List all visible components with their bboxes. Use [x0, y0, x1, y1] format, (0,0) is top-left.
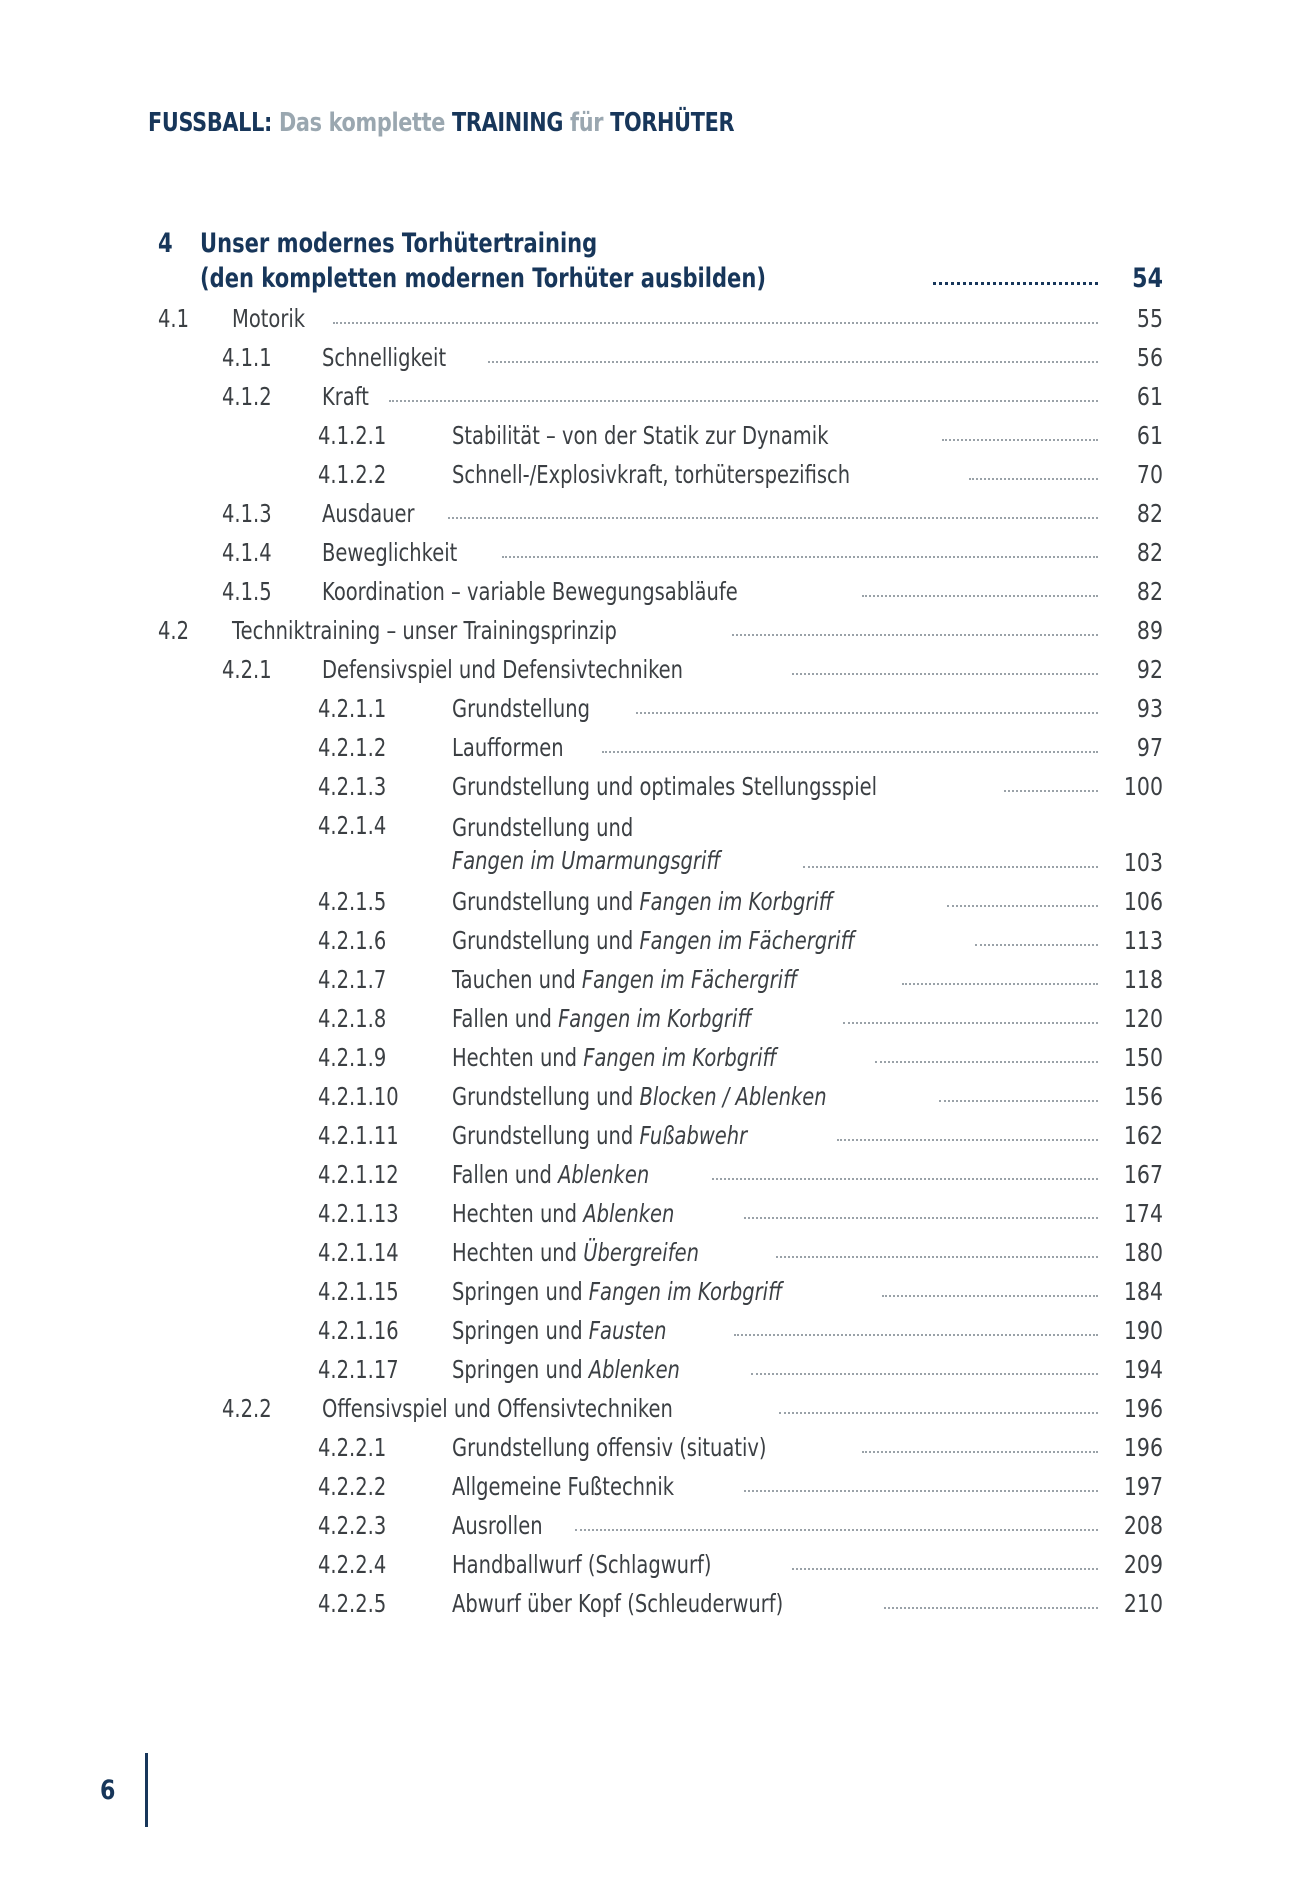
dot-leader [389, 400, 1098, 402]
toc-entry-number: 4.2 [158, 616, 190, 645]
dot-leader [902, 983, 1099, 985]
toc-entry[interactable] [158, 811, 1163, 877]
dot-leader [884, 1607, 1098, 1609]
page-footer [100, 1753, 148, 1827]
toc-entry-title: Grundstellung offensiv (situativ) [452, 1433, 767, 1462]
toc-entry-title-stack [452, 811, 796, 877]
toc-entry-number: 4.2.2.4 [318, 1550, 387, 1579]
toc-entry-title: Grundstellung und optimales Stellungsspiel [452, 772, 878, 801]
toc-entry-title-plain: Hechten und [452, 1043, 584, 1072]
toc-entry-page-number: 162 [1123, 1121, 1163, 1150]
toc-entry-page-number: 184 [1123, 1277, 1163, 1306]
toc-entry-title [452, 887, 833, 916]
toc-entry[interactable] [158, 499, 1163, 528]
toc-entry[interactable] [158, 887, 1163, 916]
toc-entry-page-number: 92 [1136, 655, 1163, 684]
toc-entry[interactable] [158, 1199, 1163, 1228]
toc-entry-number: 4.2.2.3 [318, 1511, 387, 1540]
toc-entry-page-number: 190 [1123, 1316, 1163, 1345]
toc-entry[interactable] [158, 1043, 1163, 1072]
toc-entry-page-number: 208 [1123, 1511, 1163, 1540]
toc-entry-page-number: 82 [1136, 577, 1163, 606]
toc-entry[interactable] [158, 1433, 1163, 1462]
toc-entry-title-plain: Springen und [452, 1355, 589, 1384]
toc-entry-title: Techniktraining – unser Trainingsprinzip [232, 616, 617, 645]
toc-entry-page-number: 174 [1123, 1199, 1163, 1228]
toc-entry-number: 4.2.1.3 [318, 772, 387, 801]
toc-entry[interactable] [158, 304, 1163, 333]
toc-entry-title [452, 1160, 649, 1189]
toc-entry[interactable] [158, 694, 1163, 723]
toc-entry[interactable] [158, 577, 1163, 606]
toc-entry-number: 4.1.4 [222, 538, 272, 567]
toc-entry-title [452, 1082, 827, 1111]
technique-term: Fangen im Umarmungsgriff [452, 846, 721, 875]
toc-entry-page-number: 113 [1123, 926, 1163, 955]
toc-entry[interactable] [158, 616, 1163, 645]
toc-entry-list [0, 304, 1301, 1618]
toc-entry-page-number: 210 [1123, 1589, 1163, 1618]
header-segment-4: für [570, 108, 604, 138]
toc-entry-title: Allgemeine Fußtechnik [452, 1472, 675, 1501]
toc-entry-title [452, 965, 797, 994]
toc-entry-page-number: 156 [1123, 1082, 1163, 1111]
toc-entry-title [452, 1043, 777, 1072]
toc-entry-title-line2 [452, 844, 720, 877]
toc-entry[interactable] [158, 655, 1163, 684]
toc-entry-page-number: 150 [1123, 1043, 1163, 1072]
dot-leader [862, 1451, 1098, 1453]
toc-entry-title [452, 1316, 666, 1345]
dot-leader [712, 1178, 1098, 1180]
toc-entry[interactable] [158, 460, 1163, 489]
toc-entry-title-plain: Fallen und [452, 1160, 559, 1189]
running-header [148, 108, 734, 138]
toc-entry-title-plain: Fallen und [452, 1004, 559, 1033]
dot-leader [875, 1061, 1098, 1063]
toc-entry-number: 4.2.1 [222, 655, 272, 684]
footer-rule [145, 1753, 148, 1827]
toc-entry-number: 4.1 [158, 304, 190, 333]
dot-leader [803, 866, 1098, 868]
toc-entry[interactable] [158, 1394, 1163, 1423]
chapter-page-number: 54 [1132, 263, 1163, 294]
technique-term: Übergreifen [583, 1238, 699, 1267]
toc-entry-number: 4.2.1.17 [318, 1355, 399, 1384]
toc-entry-page-number: 103 [1123, 848, 1163, 877]
toc-entry-number: 4.2.2.1 [318, 1433, 387, 1462]
dot-leader [969, 478, 1098, 480]
header-segment-5: TORHÜTER [610, 108, 735, 138]
dot-leader [602, 751, 1098, 753]
toc-entry-title-plain: Hechten und [452, 1238, 584, 1267]
dot-leader [744, 1490, 1098, 1492]
toc-entry[interactable] [158, 1550, 1163, 1579]
dot-leader [502, 556, 1098, 558]
toc-entry-number: 4.2.1.1 [318, 694, 387, 723]
toc-entry-number: 4.2.1.16 [318, 1316, 399, 1345]
toc-entry-title: Grundstellung [452, 694, 590, 723]
toc-entry[interactable] [158, 382, 1163, 411]
toc-entry-title: Abwurf über Kopf (Schleuderwurf) [452, 1589, 784, 1618]
toc-entry-title-plain: Grundstellung und [452, 887, 640, 916]
toc-entry-title: Ausrollen [452, 1511, 543, 1540]
toc-entry[interactable] [158, 1472, 1163, 1501]
dot-leader [776, 1256, 1098, 1258]
toc-entry-title: Laufformen [452, 733, 564, 762]
toc-entry[interactable] [158, 1082, 1163, 1111]
toc-entry-page-number: 180 [1123, 1238, 1163, 1267]
dot-leader [939, 1100, 1098, 1102]
toc-entry-title-plain: Springen und [452, 1316, 589, 1345]
dot-leader [1004, 790, 1098, 792]
toc-entry-title-plain: Grundstellung und [452, 1121, 640, 1150]
toc-entry-number: 4.1.2 [222, 382, 272, 411]
toc-entry-number: 4.1.5 [222, 577, 272, 606]
technique-term: Fangen im Korbgriff [639, 887, 833, 916]
toc-entry-page-number: 61 [1136, 382, 1163, 411]
toc-entry-title: Schnelligkeit [322, 343, 447, 372]
table-of-contents [0, 228, 1301, 1628]
toc-entry-page-number: 89 [1136, 616, 1163, 645]
dot-leader [792, 1568, 1098, 1570]
toc-entry[interactable] [158, 1121, 1163, 1150]
toc-entry-number: 4.1.3 [222, 499, 272, 528]
dot-leader [947, 905, 1098, 907]
toc-entry-page-number: 100 [1123, 772, 1163, 801]
dot-leader [779, 1412, 1098, 1414]
toc-entry-title-plain: Tauchen und [452, 965, 582, 994]
toc-entry-number: 4.2.1.6 [318, 926, 387, 955]
toc-entry[interactable] [158, 926, 1163, 955]
toc-entry-number: 4.2.1.9 [318, 1043, 387, 1072]
toc-entry-title [452, 1199, 674, 1228]
toc-entry-title: Ausdauer [322, 499, 415, 528]
technique-term: Fangen im Korbgriff [558, 1004, 752, 1033]
technique-term: Ablenken [583, 1199, 675, 1228]
toc-entry[interactable] [158, 1277, 1163, 1306]
toc-entry-number: 4.2.1.15 [318, 1277, 399, 1306]
toc-entry-page-number: 167 [1123, 1160, 1163, 1189]
toc-entry-page-number: 197 [1123, 1472, 1163, 1501]
toc-entry-number: 4.2.2.2 [318, 1472, 387, 1501]
header-segment-3: TRAINING [452, 108, 564, 138]
dot-leader [448, 517, 1098, 519]
dot-leader [942, 439, 1098, 441]
toc-entry-number: 4.1.1 [222, 343, 272, 372]
toc-entry-page-number: 194 [1123, 1355, 1163, 1384]
toc-entry-title: Koordination – variable Bewegungsabläufe [322, 577, 738, 606]
technique-term: Blocken / Ablenken [639, 1082, 827, 1111]
toc-entry-page-number: 82 [1136, 499, 1163, 528]
toc-entry-number: 4.2.1.14 [318, 1238, 399, 1267]
toc-entry-title-plain: Grundstellung und [452, 1082, 640, 1111]
toc-entry-title [452, 1277, 782, 1306]
toc-entry-page-number: 196 [1123, 1394, 1163, 1423]
chapter-heading-line2[interactable] [158, 263, 1163, 294]
toc-entry-number: 4.1.2.1 [318, 421, 387, 450]
technique-term: Ablenken [558, 1160, 650, 1189]
toc-entry-title: Beweglichkeit [322, 538, 458, 567]
toc-entry[interactable] [158, 733, 1163, 762]
toc-entry-title-plain: Grundstellung und [452, 926, 640, 955]
dot-leader [751, 1373, 1098, 1375]
toc-entry-page-number: 55 [1136, 304, 1163, 333]
toc-entry-number: 4.2.1.5 [318, 887, 387, 916]
toc-entry[interactable] [158, 1589, 1163, 1618]
toc-entry-page-number: 196 [1123, 1433, 1163, 1462]
toc-entry-number: 4.2.2 [222, 1394, 272, 1423]
toc-entry-title: Schnell-/Explosivkraft, torhüterspezifisch [452, 460, 851, 489]
toc-entry-number: 4.2.1.4 [318, 811, 387, 840]
dot-leader [575, 1529, 1098, 1531]
technique-term: Fangen im Fächergriff [639, 926, 855, 955]
toc-entry-title [452, 926, 855, 955]
toc-entry-number: 4.2.1.13 [318, 1199, 399, 1228]
chapter-number: 4 [158, 228, 173, 259]
toc-entry-page-number: 118 [1123, 965, 1163, 994]
toc-entry-title: Stabilität – von der Statik zur Dynamik [452, 421, 829, 450]
toc-entry[interactable] [158, 1511, 1163, 1540]
toc-entry-page-number: 56 [1136, 343, 1163, 372]
dot-leader [734, 1334, 1098, 1336]
toc-entry-title: Offensivspiel und Offensivtechniken [322, 1394, 673, 1423]
toc-entry[interactable] [158, 421, 1163, 450]
dot-leader [636, 712, 1098, 714]
toc-entry-title-plain: Hechten und [452, 1199, 584, 1228]
toc-entry-page-number: 120 [1123, 1004, 1163, 1033]
toc-entry-number: 4.2.1.2 [318, 733, 387, 762]
dot-leader [488, 361, 1098, 363]
toc-entry-title [452, 1121, 747, 1150]
toc-entry-page-number: 70 [1136, 460, 1163, 489]
toc-entry[interactable] [158, 772, 1163, 801]
toc-entry-number: 4.2.1.11 [318, 1121, 399, 1150]
toc-entry[interactable] [158, 1160, 1163, 1189]
toc-entry-title-line1: Grundstellung und [452, 813, 634, 842]
toc-entry[interactable] [158, 343, 1163, 372]
toc-entry-number: 4.2.1.8 [318, 1004, 387, 1033]
toc-entry-number: 4.2.1.12 [318, 1160, 399, 1189]
technique-term: Ablenken [588, 1355, 680, 1384]
toc-entry-page-number: 106 [1123, 887, 1163, 916]
toc-entry-page-number: 61 [1136, 421, 1163, 450]
toc-entry-number: 4.2.1.7 [318, 965, 387, 994]
dot-leader [333, 322, 1098, 324]
header-segment-1: FUSSBALL: [148, 108, 273, 138]
technique-term: Fangen im Korbgriff [588, 1277, 783, 1306]
toc-entry[interactable] [158, 1004, 1163, 1033]
technique-term: Fangen im Fächergriff [581, 965, 798, 994]
toc-entry[interactable] [158, 538, 1163, 567]
toc-entry[interactable] [158, 1316, 1163, 1345]
toc-entry[interactable] [158, 1355, 1163, 1384]
toc-entry-number: 4.2.2.5 [318, 1589, 387, 1618]
toc-entry[interactable] [158, 965, 1163, 994]
toc-entry-page-number: 93 [1136, 694, 1163, 723]
toc-entry[interactable] [158, 1238, 1163, 1267]
toc-entry-title [452, 1355, 680, 1384]
dot-leader [792, 673, 1098, 675]
toc-entry-page-number: 97 [1136, 733, 1163, 762]
chapter-title-line2: (den kompletten modernen Torhüter ausbilden) [200, 263, 766, 294]
toc-entry-title: Handballwurf (Schlagwurf) [452, 1550, 712, 1579]
toc-entry-title [452, 1004, 751, 1033]
footer-page-number: 6 [100, 1774, 116, 1806]
header-segment-2: Das komplette [278, 108, 446, 138]
dot-leader [933, 282, 1098, 285]
dot-leader [862, 595, 1098, 597]
toc-entry-title-plain: Springen und [452, 1277, 589, 1306]
toc-entry-title: Defensivspiel und Defensivtechniken [322, 655, 684, 684]
technique-term: Fußabwehr [639, 1121, 748, 1150]
toc-entry-page-number: 209 [1123, 1550, 1163, 1579]
dot-leader [882, 1295, 1098, 1297]
dot-leader [843, 1022, 1098, 1024]
dot-leader [732, 634, 1098, 636]
chapter-heading-line1 [158, 228, 1163, 259]
toc-entry-title [452, 1238, 699, 1267]
toc-entry-number: 4.2.1.10 [318, 1082, 399, 1111]
dot-leader [744, 1217, 1098, 1219]
dot-leader [975, 944, 1098, 946]
chapter-title-line1: Unser modernes Torhütertraining [200, 228, 598, 259]
toc-entry-title: Motorik [232, 304, 306, 333]
toc-entry-page-number: 82 [1136, 538, 1163, 567]
technique-term: Fausten [588, 1316, 667, 1345]
technique-term: Fangen im Korbgriff [583, 1043, 777, 1072]
toc-entry-number: 4.1.2.2 [318, 460, 387, 489]
dot-leader [837, 1139, 1098, 1141]
toc-entry-title: Kraft [322, 382, 369, 411]
